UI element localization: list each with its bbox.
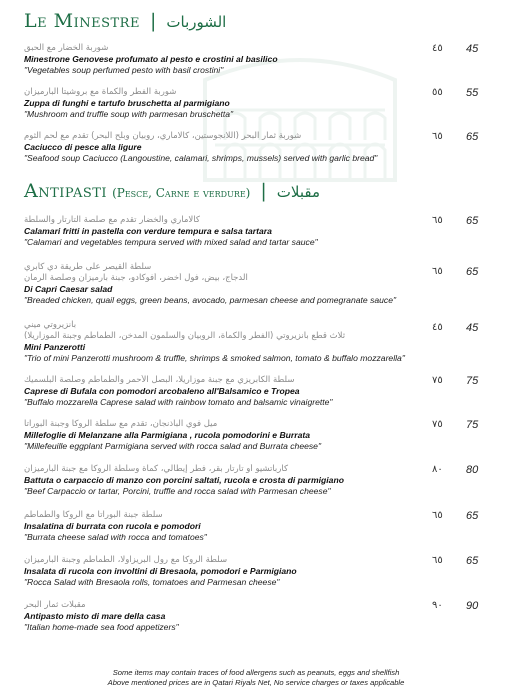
item-name-italian: Caciucco di pesce alla ligure [24, 142, 142, 152]
item-description: "Rocca Salad with Bresaola rolls, tomatoes and Parmesan cheese" [24, 577, 280, 587]
menu-item [24, 375, 488, 408]
item-description: "Millefeuille eggplant Parmigiana served with rocca salad and Burrata cheese" [24, 441, 322, 451]
price: 45 [466, 322, 479, 334]
menu-item [24, 87, 488, 120]
item-name-arabic: سلطة الروكا مع رول البريزاولا، الطماطم وجبنة البارميزان [24, 555, 228, 565]
item-description: "Italian home-made sea food appetizers" [24, 622, 179, 632]
menu-item [24, 131, 488, 164]
menu-item [24, 215, 488, 248]
item-description: "Trio of mini Panzerotti mushroom & truffle, shrimps & smoked salmon, tomato & buffalo mozzarella" [24, 353, 405, 363]
price-arabic: ٦٥ [432, 555, 443, 566]
item-description: "Buffalo mozzarella Caprese salad with rainbow tomato and balsamic vinaigrette" [24, 397, 333, 407]
menu-item [24, 555, 488, 588]
section-title: Antipasti [24, 180, 108, 202]
price-arabic: ٦٥ [432, 215, 443, 226]
item-name-italian: Minestrone Genovese profumato al pesto e crostini al basilico [24, 54, 278, 64]
price-arabic: ٨٠ [432, 464, 443, 475]
item-name-italian: Calamari fritti in pastella con verdure tempura e salsa tartara [24, 226, 272, 236]
menu-item [24, 419, 488, 452]
item-description: "Vegetables soup perfumed pesto with basil crostini" [24, 65, 224, 75]
item-detail-arabic: الدجاج، بيض، فول أخضر، أفوكادو، جبنة بارميزان وصلصة الرمان [24, 273, 248, 283]
footer-allergen-note: Some items may contain traces of food allergens such as peanuts, eggs and shellfish [112, 668, 400, 677]
menu-item [24, 600, 488, 633]
item-name-arabic: سلطة الكابريزي مع جبنة موزاريلا، البصل الأحمر والطماطم وصلصة البلسميك [24, 375, 295, 385]
price-arabic: ٩٠ [432, 600, 443, 611]
menu-item [24, 262, 488, 306]
price: 80 [466, 464, 479, 476]
menu-item [24, 43, 488, 76]
price: 90 [466, 600, 479, 612]
item-description: "Seafood soup Caciucco (Langoustine, calamari, shrimps, mussels) served with garlic bread" [24, 153, 378, 163]
price-arabic: ٧٥ [432, 419, 443, 430]
price-arabic: ٤٥ [432, 322, 443, 333]
item-name-arabic: ميل فوي الباذنجان، تقدم مع سلطة الروكا وجبنة البوراتا [24, 419, 218, 429]
menu-item [24, 510, 488, 543]
section-title: Le Minestre [24, 10, 140, 32]
section-subtitle: (Pesce, Carne e verdure) [112, 186, 251, 200]
price: 65 [466, 215, 479, 227]
price: 65 [466, 266, 479, 278]
item-name-arabic: سلطة القيصر على طريقة دي كابري [24, 262, 152, 272]
item-description: "Beef Carpaccio or tartar, Porcini, truffle and rocca salad with Parmesan cheese" [24, 486, 331, 496]
item-name-arabic: شوربة ثمار البحر (اللانجوستين، كالاماري، روبيان وبلح البحر) تقدم مع لحم الثوم [24, 131, 302, 141]
item-name-italian: Battuta o carpaccio di manzo con porcini saltati, rucola e crosta di parmigiano [24, 475, 344, 485]
price: 75 [466, 419, 479, 431]
menu-item [24, 320, 488, 364]
price: 45 [466, 43, 479, 55]
item-name-arabic: بانزيروتي ميني [24, 320, 77, 330]
item-name-italian: Mini Panzerotti [24, 342, 86, 352]
footer-price-note: Above mentioned prices are in Qatari Riyals Net, No service charges or taxes applicable [107, 677, 405, 687]
price-arabic: ٥٥ [432, 87, 443, 98]
item-name-italian: Insalata di rucola con involtini di Bresaola, pomodori e Parmigiano [24, 566, 297, 576]
item-name-italian: Caprese di Bufala con pomodori arcobaleno all'Balsamico e Tropea [24, 386, 300, 396]
item-name-arabic: شوربة الخضار مع الحبق [24, 43, 109, 53]
item-name-italian: Zuppa di funghi e tartufo bruschetta al parmigiano [24, 98, 230, 108]
item-name-arabic: مقبلات ثمار البحر [24, 600, 86, 610]
item-name-italian: Millefoglie di Melanzane alla Parmigiana , rucola pomodorini e Burrata [24, 430, 311, 440]
section-title-arabic: الشوربات [166, 13, 227, 31]
item-name-arabic: شوربة الفطر والكمأة مع بروشيتا البارميزان [24, 87, 177, 97]
item-description: "Mushroom and truffle soup with parmesan bruschetta" [24, 109, 234, 119]
item-description: "Breaded chicken, quail eggs, green beans, avocado, parmesan cheese and pomegranate sauce" [24, 295, 397, 305]
section-header-antipasti [24, 180, 320, 204]
allergen-footer [0, 668, 512, 687]
item-name-italian: Antipasto misto di mare della casa [24, 611, 166, 621]
price-arabic: ٦٥ [432, 510, 443, 521]
item-name-italian: Di Capri Caesar salad [24, 284, 113, 294]
price-arabic: ٤٥ [432, 43, 443, 54]
price: 65 [466, 510, 479, 522]
menu-item [24, 464, 488, 497]
item-description: "Burrata cheese salad with rocca and tomatoes" [24, 532, 207, 542]
section-divider: | [260, 180, 267, 202]
item-description: "Calamari and vegetables tempura served with mixed salad and tartar sauce" [24, 237, 318, 247]
price: 55 [466, 87, 479, 99]
section-title-arabic: مقبلات [276, 183, 321, 201]
item-name-italian: Insalatina di burrata con rucola e pomodori [24, 521, 201, 531]
item-name-arabic: كارباتشيو أو تارتار بقر، فطر إيطالي، كمأة وسلطة الروكا مع جبنة البارميزان [24, 464, 289, 474]
section-divider: | [149, 10, 157, 32]
price: 65 [466, 555, 479, 567]
price-arabic: ٧٥ [432, 375, 443, 386]
section-header-minestre [24, 10, 226, 34]
price: 65 [466, 131, 479, 143]
item-detail-arabic: ثلاث قطع بانزيروتي (الفطر والكمأة، الروبيان والسلمون المدخن، الطماطم وجبنة الموزاريلا) [24, 331, 346, 341]
item-name-arabic: سلطة جبنة البوراتا مع الروكا والطماطم [24, 510, 163, 520]
price-arabic: ٦٥ [432, 266, 443, 277]
price-arabic: ٦٥ [432, 131, 443, 142]
item-name-arabic: كالاماري والخضار تقدم مع صلصة التارتار والسلطة [24, 215, 200, 225]
price: 75 [466, 375, 479, 387]
